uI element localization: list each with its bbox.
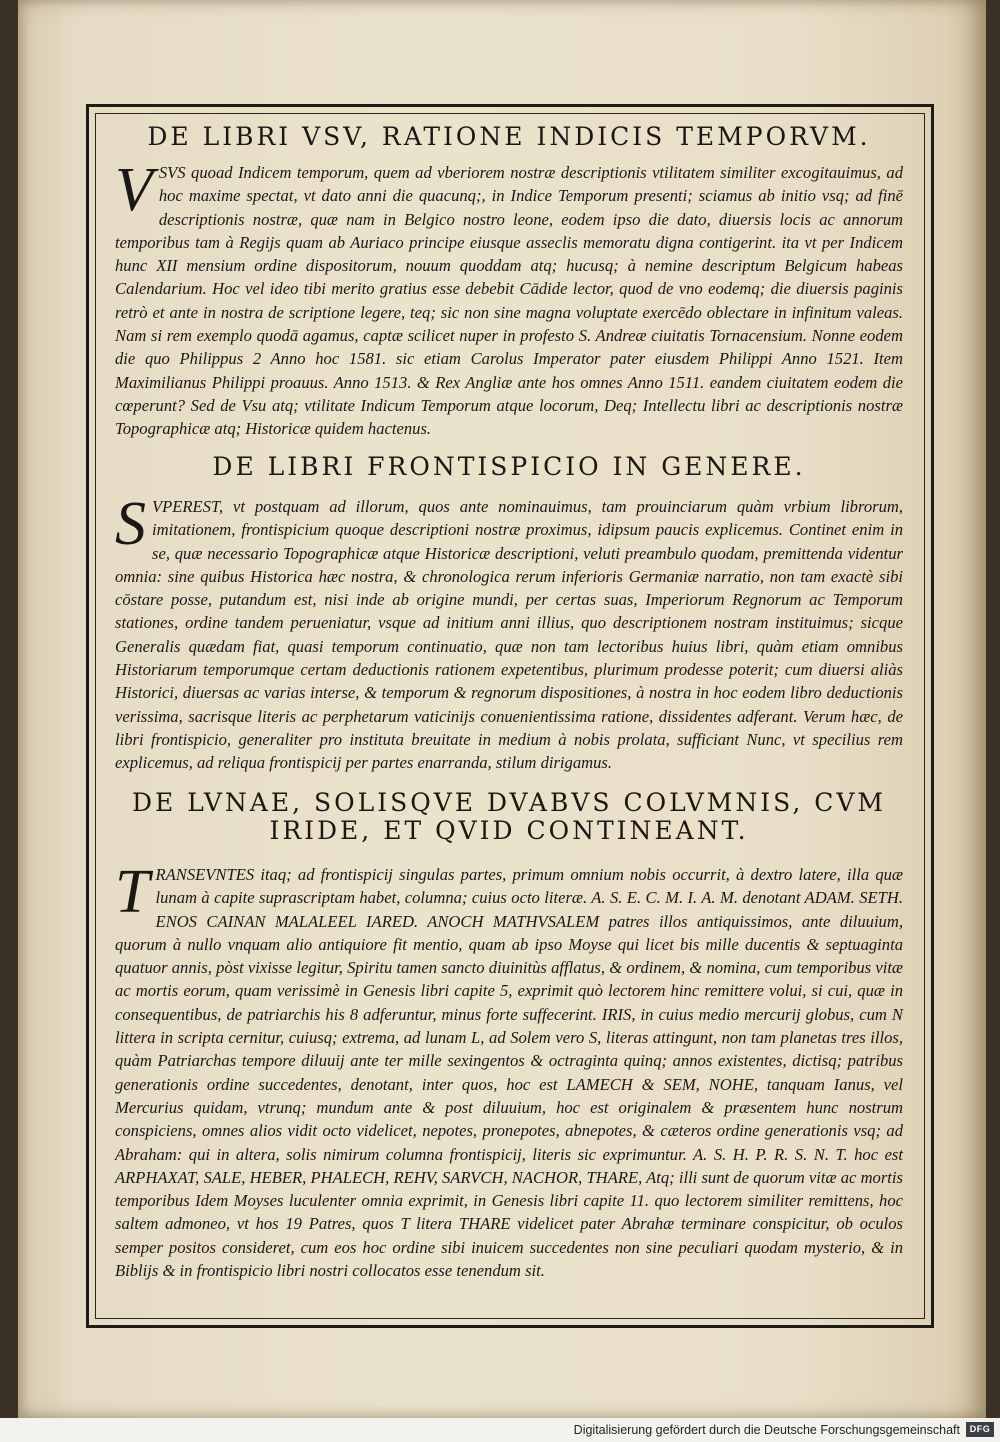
section-paragraph — [115, 156, 903, 441]
digitization-footer — [0, 1418, 1000, 1442]
section-heading: DE LIBRI FRONTISPICIO IN GENERE. — [212, 452, 806, 481]
section-frontispicium — [115, 453, 903, 775]
section-heading: DE LVNAE, SOLISQVE DVABVS COLVMNIS, CVM IRIDE, ET QVID CONTINEANT. — [131, 788, 887, 845]
drop-cap: V — [115, 156, 153, 224]
drop-cap: T — [115, 858, 150, 926]
section-paragraph — [115, 858, 903, 1282]
paragraph-text: RANSEVNTES itaq; ad frontispicij singulas partes, primum omnium nobis occurrit, à dextro latere, illa quæ lunam à capite suprascriptam habet, columna; cuius octo literæ. A. S. E. C. M. I. A. M. denotant ADAM. SETH. ENOS CAINAN MALALEEL IARED. ANOCH MATHVSALEM patres illos antiquissimos, ante diluuium, quorum à nullo vnquam alio antiquiore fit mentio, quam ab ipso Moyse qui licet bis mille ducentis & septuaginta quatuor annis, pòst vixisse legitur, Spiritu tamen sancto diuinitùs afflatus, & ordinem, & nomina, cum temporibus vitæ ac mortis eorum, quam verissimè in Genesis libri capite 5, exprimit quò lectorem hinc remittere volui, si cui, quæ in consequentibus, de patriarchis his 8 adferuntur, minus forte suffecerint. IRIS, in cuius medio mercurij globus, cum N littera in scripta cernitur, cuiusq; extrema, ad lunam L, ad Solem vero S, literas attingunt, non tam planetas tres illos, quàm Patriarchas tempore diluuij ante ter mille sexingentos & octraginta quinq; annos existentes, dictisq; patribus generationis ordine succedentes, denotant, inter quos, hoc est LAMECH & SEM, NOHE, tanquam Ianus, vel Mercurius quidam, vtrunq; mundum ante & post diluuium, hoc est originalem & præsentem hunc nostrum conspiciens, omnes alios vidit octo videlicet, nepotes, pronepotes, abnepotes, & cæteros ordine generationis vsq; ad Abraham: qui in altera, solis nimirum columna frontispicij, literis sic exprimuntur. A. S. H. P. R. S. N. T. hoc est ARPHAXAT, SALE, HEBER, PHALECH, REHV, SARVCH, NACHOR, THARE, Atq; illi sunt de quorum vitæ ac mortis temporibus Idem Moyses luculenter omnia exprimit, in Genesis libri capite 11. quo lectorem similiter remittens, hoc saltem admoneo, vt hos 19 Patres, quos T litera THARE videlicet pater Abrahæ terminare conspicitur, ob oculos semper positos consideret, cum eos hoc ordine sibi inuicem succedentes non sine peculiari quodam mysterio, & in Biblijs & in frontispicio libri nostri collocatos esse tenendum sit. — [115, 865, 903, 1281]
section-usus — [115, 121, 903, 441]
dfg-logo-icon: DFG — [966, 1422, 994, 1437]
text-frame — [86, 104, 934, 1328]
paragraph-text: VPEREST, vt postquam ad illorum, quos ante nominauimus, tam prouinciarum quàm vrbium librorum, imitationem, frontispicium quoque descriptioni nostræ proximus, idipsum paucis explicemus. Continet enim in se, quæ necessario Topographicæ atque Historicæ descriptioni, veluti preambulo quodam, premittenda videntur omnia: sine quibus Historica hæc nostra, & chronologica rerum inferioris Germaniæ narratio, non tam exactè sibi cōstare posse, putandum est, nisi inde ab origine mundi, per certas suas, Imperiorum Regnorum ac Temporum stationes, ordine tandem perueniatur, vsque ad initium anni illius, quo descriptionem nostram instituimus; sicque Generalis quædam fiat, quasi temporum continuatio, quæ non tam lectoribus huius libri, quàm etiam omnibus Historiarum temporumque certam deductionis rationem expetentibus, plurimum prodesse poterit; cum diuersi aliàs Historici, diuersas ac varias interse, & temporum & regnorum dispositiones, à nostra in hoc eodem libro deductionis verissima, sacrisque literis ac perphetarum vaticinijs conuenientissima ratione, dissidentes adferant. Verum hæc, de libri frontispicio, generaliter pro instituta breuitate in medium à nobis prolata, sufficiant Nunc, vt specilius rem explicemus, ad reliqua frontispicij per partes enarranda, stilum dirigamus. — [115, 497, 903, 773]
book-page — [18, 0, 986, 1418]
section-columnae — [115, 789, 903, 1282]
paragraph-text: SVS quoad Indicem temporum, quem ad vberiorem nostræ descriptionis vtilitatem similiter excogitauimus, ad hoc maxime spectat, vt dato anni die quacunq;, in Indice Temporum presenti; sciamus ab initio vsq; ad finē descriptionis nostræ, quæ nam in Belgico nostro leone, eodem ipso die dato, diuersis locis ac annorum temporibus tam à Regijs quam ab Auriaco principe eiusque asseclis memoratu digna contigerint. ita vt per Indicem hunc XII mensium ordine dispositorum, nouum quoddam atq; hucusq; à nemine descriptum Belgicum habeas Calendarium. Hoc vel ideo tibi merito gratius esse debebit Cādide lector, quod de vno eodemq; die diuersis paginis retrò et ante in nostra de scriptione legere, teq; sic non sine magna voluptate exercēdo oblectare in infinitum valeas. Nam si rem exemplo quodā agamus, captæ scilicet nuper in profesto S. Andreæ ciuitatis Tornacensium. Nonne eodem die quo Philippus 2 Anno hoc 1581. sic etiam Carolus Imperator pater eiusdem Philippi Anno 1521. Item Maximilianus Philippi proauus. Anno 1513. & Rex Angliæ ante hos omnes Anno 1511. eandem ciuitatem eodem die cœperunt? Sed de Vsu atq; vtilitate Indicum Temporum atque locorum, Deq; Intellectu libri ac descriptionis nostræ Topographicæ atq; Historicæ quidem hactenus. — [115, 163, 903, 439]
footer-credit-text: Digitalisierung gefördert durch die Deutsche Forschungsgemeinschaft — [573, 1423, 960, 1437]
section-paragraph — [115, 490, 903, 775]
section-heading: DE LIBRI VSV, RATIONE INDICIS TEMPORVM. — [147, 122, 871, 151]
drop-cap: S — [115, 490, 146, 558]
